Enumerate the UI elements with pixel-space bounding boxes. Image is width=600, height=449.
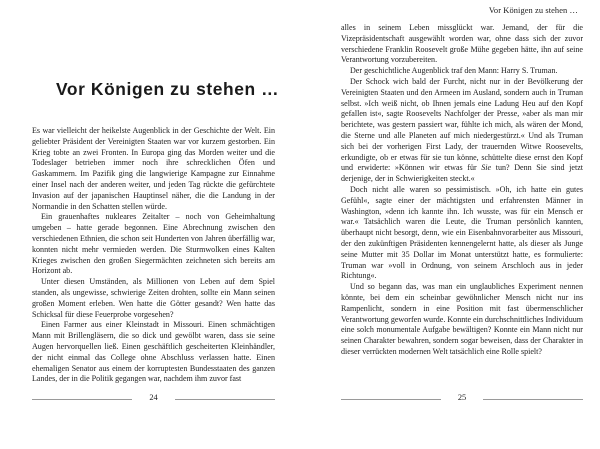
text-span: Der Schock wich bald der Furcht, nicht nur in der Bevölkerung der Vereinigten Staaten und den Armeen im Ausland, sondern auch in Truman selbst. »Ich weiß nicht, ob Ihnen jemals eine Ladung Heu auf den Kopf gefallen ist«, sagte Roosevelts Nachfolger der Presse, »aber als man mir berichtete, was gestern passiert war, fühlte ich mich, als wären der Mond, die Sterne und alle Planeten auf mich niedergestürzt.« Und als Truman sich bei der vorherigen First Lady, der trauernden Witwe Roosevelts, erkundigte, ob er etwas für sie tun könne, schüttelte diese ernst den Kopf und erwiderte: »Können wir etwas für (341, 76, 583, 173)
right-page-footer (341, 393, 583, 405)
chapter-title: Vor Königen zu stehen … (56, 79, 280, 99)
paragraph: Unter diesen Umständen, als Millionen von Leben auf dem Spiel standen, als ungewisse, schwierige Zeiten drohten, sollte ein Mann seinen großen Moment erleben. Wen hatte die Götter gesandt? Wen hatte das Schicksal für diese Feuerprobe vorgesehen? (32, 277, 275, 319)
left-page-footer (32, 393, 275, 405)
right-page (300, 0, 600, 449)
left-body-text (32, 126, 275, 385)
text-span: tun? Denn Sie sind jetzt derjenige, der in Schwierigkeiten steckt.« (341, 163, 584, 184)
page-number: 25 (457, 393, 467, 402)
paragraph: Doch nicht alle waren so pessimistisch. »Oh, ich hatte ein gutes Gefühl«, sagte einer der mächtigsten und erfahrensten Männer in Washington, »denn ich kannte ihn. Ich wusste, was für ein Mensch er war.« Tatsächlich waren die Leute, die Truman persönlich kannten, überhaupt nicht besorgt, denn, wie ein Eisenbahnvorarbeiter aus Missouri, der den zukünftigen Präsidenten kennengelernt hatte, als dieser als Junge seine Mutter mit 35 Dollar im Monat unterstützt hatte, es formulierte: Truman war »voll in Ordnung, von seinem Arschloch aus in jeder Richtung«. (341, 184, 583, 281)
emphasis: Sie (481, 163, 492, 173)
paragraph: Ein grauenhaftes nukleares Zeitalter – noch von Geheimhaltung umgeben – hatte gerade begonnen. Eine Abrechnung zwischen den verschiedenen Ethnien, die schon seit Hunderten von Jahren überfällig war, konnten nicht mehr vermieden werden. Die Sturmwolken eines Kalten Krieges zwischen den großen Siegermächten zeichneten sich bereits am Horizont ab. (32, 212, 276, 276)
paragraph: Es war vielleicht der heikelste Augenblick in der Geschichte der Welt. Ein geliebter Präsident der Vereinigten Staaten war vor kurzem gestorben. Ein Krieg tobte an zwei Fronten. In Europa ging das Morden weiter und die Todeslager betrieben immer noch ihre schrecklichen Öfen und Gaskammern. Im Pazifik ging die langwierige Kampagne zur Einnahme einer Insel nach der anderen weiter, und jeden Tag rückte die gefürchtete Invasion auf der japanischen Hauptinsel näher, die die Landung in der Normandie in den Schatten stellen würde. (32, 126, 275, 211)
right-body-text (341, 23, 583, 358)
paragraph: Und so begann das, was man ein unglaubliches Experiment nennen könnte, bei dem ein scheinbar gewöhnlicher Mensch nicht nur ins Rampenlicht, sondern in eine Position mit fast übermenschlicher Verantwortung geworfen wurde. Konnte ein durchschnittliches Individuum eine solch monumentale Aufgabe bewältigen? Konnte ein Mann nicht nur seinen Charakter bewahren, sondern sogar beweisen, dass der Charakter in dieser verrückten modernen Welt tatsächlich eine Rolle spielt? (341, 282, 584, 356)
running-head: Vor Königen zu stehen … (488, 6, 578, 15)
paragraph: Der geschichtliche Augenblick traf den Mann: Harry S. Truman. (350, 66, 558, 76)
paragraph: Einen Farmer aus einer Kleinstadt in Missouri. Einen schmächtigen Mann mit Brillengläsern, die so dick und gewölbt waren, dass sie seine Augen hervorquellen ließ. Einen geschäftlich gescheiterten Kleinhändler, der nicht einmal das College ohne Abschluss verlassen hatte. Einen ehemaligen Senator aus einem der korruptesten Bundesstaaten des ganzen Landes, der in die Politik gegangen war, nachdem ihm zuvor fast (32, 320, 275, 384)
footer-rule-right (175, 399, 275, 400)
footer-rule-right (483, 399, 583, 400)
page-number: 24 (149, 393, 158, 402)
paragraph (341, 77, 583, 185)
paragraph: alles in seinem Leben missglückt war. Jemand, der für die Vizepräsidentschaft ausgewählt worden war, ohne dass sich der zuvor verschiedene Franklin Roosevelt große Mühe gegeben hätte, ihn auf seine Verantwortung vorzubereiten. (341, 23, 583, 65)
